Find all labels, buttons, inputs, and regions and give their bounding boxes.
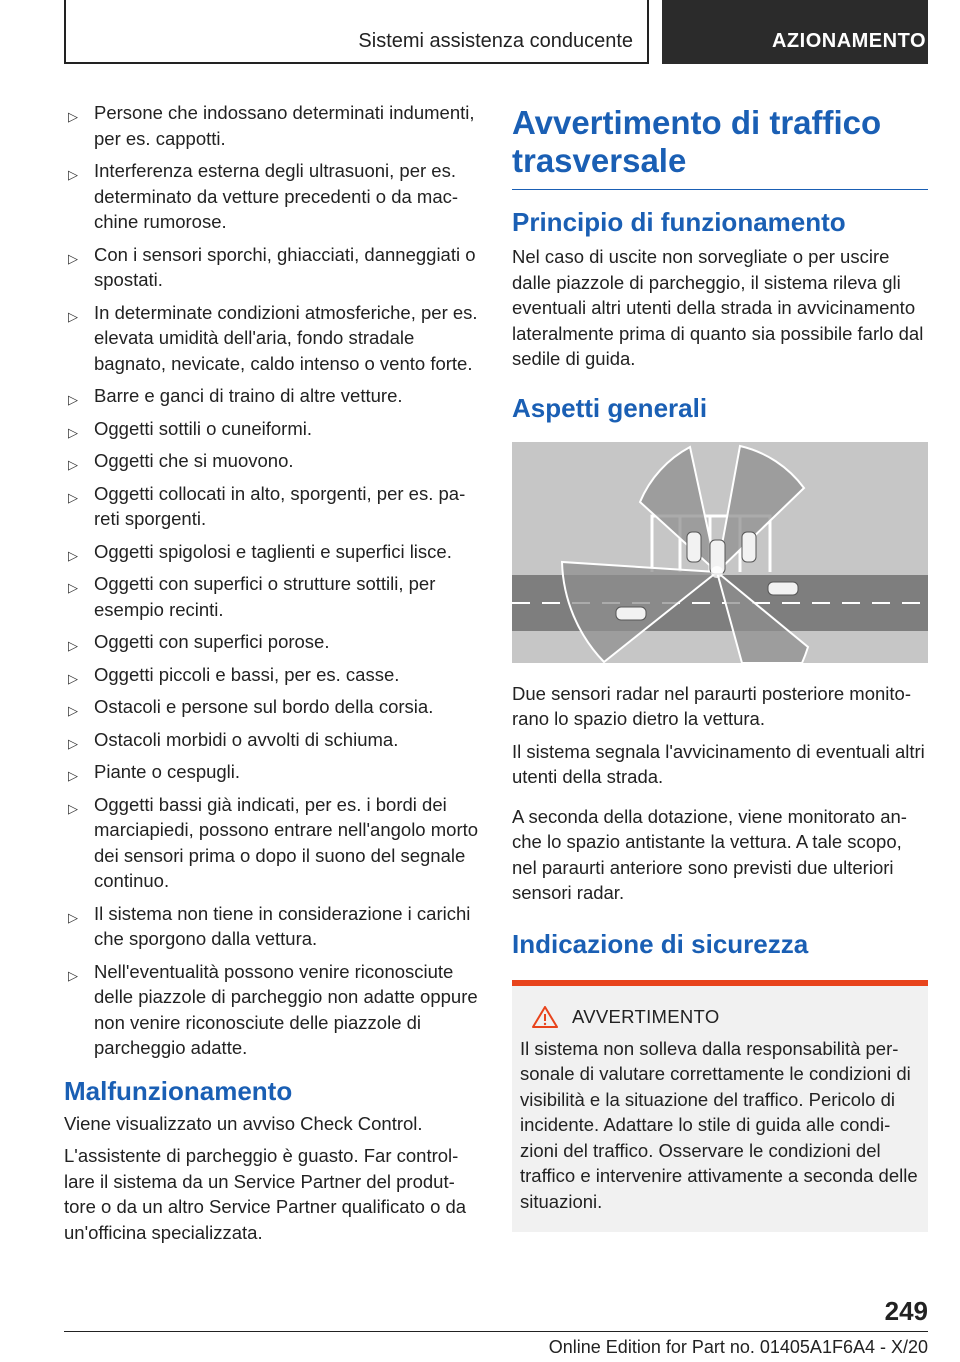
triangle-bullet-icon: ▷: [68, 424, 78, 440]
section-title: Avvertimento di traffico trasversale: [512, 104, 882, 179]
triangle-bullet-icon: ▷: [68, 167, 78, 182]
footer-edition: Online Edition for Part no. 01405A1F6A4 - X/20: [548, 1337, 928, 1357]
header-section-title: Sistemi assistenza conducente: [358, 30, 633, 52]
warning-title-row: [520, 1006, 920, 1028]
triangle-bullet-icon: ▷: [68, 768, 78, 783]
header-section-box: [64, 0, 649, 64]
header-chapter-title: AZIONAMENTO: [771, 30, 926, 52]
safety-heading: Indicazione di sicurezza: [512, 928, 809, 959]
header-chapter-tab: [662, 0, 928, 64]
list-item: ▷ Oggetti sottili o cuneiformi.: [64, 416, 480, 442]
list-item: ▷ Ostacoli morbidi o avvolti di schiuma.: [64, 727, 480, 753]
list-item: ▷ Oggetti spigolosi e taglienti e superfici lisce.: [64, 539, 480, 565]
warning-text: Il sistema non solleva dalla responsabilità personale di valutare correttamente le condizioni di visibilità e la situazione del traffico. Pericolo di incidente. Adattare lo stile di guida alle condizioni del traffico. Osservare le condizioni del traffico e intervenire attivamente a seconda delle situazioni.: [520, 1037, 918, 1212]
cross-traffic-diagram: [512, 442, 928, 663]
right-column: [512, 100, 928, 1232]
warning-triangle-icon: [532, 1006, 558, 1028]
malfunction-heading: Malfunzionamento: [64, 1075, 293, 1106]
triangle-bullet-icon: ▷: [68, 967, 78, 983]
malfunction-paragraph-2: L'assistente di parcheggio è guasto. Far controllare il sistema da un Service Partner del produttore o da un altro Service Partner qualificato o da un'officina specializzata.: [64, 1145, 467, 1243]
list-item: ▷ In determinate condizioni atmosferiche, per es. elevata umidità dell'aria, fondo stradale bagnato, nevicate, caldo intenso o vento forte.: [68, 301, 478, 374]
list-item: ▷ Oggetti bassi già indicati, per es. i bordi dei marciapiedi, possono entrare nell'angolo morto dei sensori prima o dopo il suono del segnale continuo.: [68, 793, 479, 891]
triangle-bullet-icon: ▷: [68, 580, 78, 595]
triangle-bullet-icon: ▷: [68, 547, 78, 563]
list-item: ▷ Piante o cespugli.: [64, 759, 480, 785]
list-item: ▷ Oggetti con superfici o strutture sottili, per esempio recinti.: [68, 573, 436, 620]
general-heading: Aspetti generali: [512, 392, 708, 423]
general-paragraph-2: Il sistema segnala l'avvicinamento di eventuali altri utenti della strada.: [512, 740, 925, 787]
triangle-bullet-icon: ▷: [68, 250, 78, 266]
malfunction-paragraph-1: Viene visualizzato un avviso Check Control.: [64, 1112, 423, 1134]
list-item: ▷ Il sistema non tiene in considerazione i carichi che sporgono dalla vettura.: [68, 902, 471, 949]
triangle-bullet-icon: ▷: [68, 109, 78, 124]
list-item: ▷ Interferenza esterna degli ultrasuoni, per es. determinato da vetture precedenti o da macchine rumorose.: [68, 160, 459, 232]
triangle-bullet-icon: ▷: [68, 909, 78, 925]
warning-box: [512, 986, 928, 1233]
triangle-bullet-icon: ▷: [68, 703, 78, 718]
triangle-bullet-icon: ▷: [68, 735, 78, 751]
triangle-bullet-icon: ▷: [68, 800, 78, 816]
principle-paragraph: Nel caso di uscite non sorvegliate o per uscire dalle piazzole di parcheggio, il sistema rileva gli eventuali altri utenti della strada in avvicinamento lateralmente prima di quanto sia possibile farlo dal sedile di guida.: [512, 246, 924, 369]
warning-title: AVVERTIMENTO: [572, 1005, 720, 1027]
list-item: ▷ Oggetti con superfici porose.: [64, 629, 480, 655]
triangle-bullet-icon: ▷: [68, 670, 78, 686]
list-item: ▷ Oggetti piccoli e bassi, per es. casse.: [64, 662, 480, 688]
left-column: [64, 100, 480, 1252]
list-item: ▷ Oggetti collocati in alto, sporgenti, per es. pareti sporgenti.: [68, 482, 466, 529]
list-item: ▷ Persone che indossano determinati indumenti, per es. cappotti.: [68, 102, 475, 149]
triangle-bullet-icon: ▷: [68, 392, 78, 407]
list-item: ▷ Oggetti che si muovono.: [64, 448, 480, 474]
triangle-bullet-icon: ▷: [68, 308, 78, 324]
general-paragraph-3: A seconda della dotazione, viene monitorato anche lo spazio antistante la vettura. A tale scopo, nel paraurti anteriore sono previsti due ulteriori sensori radar.: [512, 805, 907, 903]
general-paragraph-1: Due sensori radar nel paraurti posteriore monitorano lo spazio dietro la vettura.: [512, 682, 911, 729]
list-item: ▷ Ostacoli e persone sul bordo della corsia.: [64, 694, 480, 720]
triangle-bullet-icon: ▷: [68, 457, 78, 472]
triangle-bullet-icon: ▷: [68, 638, 78, 653]
cross-traffic-illustration: [512, 442, 928, 663]
triangle-bullet-icon: ▷: [68, 489, 78, 505]
list-item: ▷ Con i sensori sporchi, ghiacciati, danneggiati o spostati.: [68, 243, 476, 290]
list-item: ▷ Barre e ganci di traino di altre vetture.: [64, 383, 480, 409]
limitations-list: [64, 100, 480, 1061]
footer-divider: [64, 1331, 928, 1332]
list-item: ▷ Nell'eventualità possono venire riconosciute delle piazzole di parcheggio non adatte oppure non venire riconosciute delle piazzole di parcheggio adatte.: [68, 960, 478, 1058]
page-number: 249: [884, 1296, 928, 1326]
title-divider: [512, 189, 928, 190]
principle-heading: Principio di funzionamento: [512, 207, 846, 237]
